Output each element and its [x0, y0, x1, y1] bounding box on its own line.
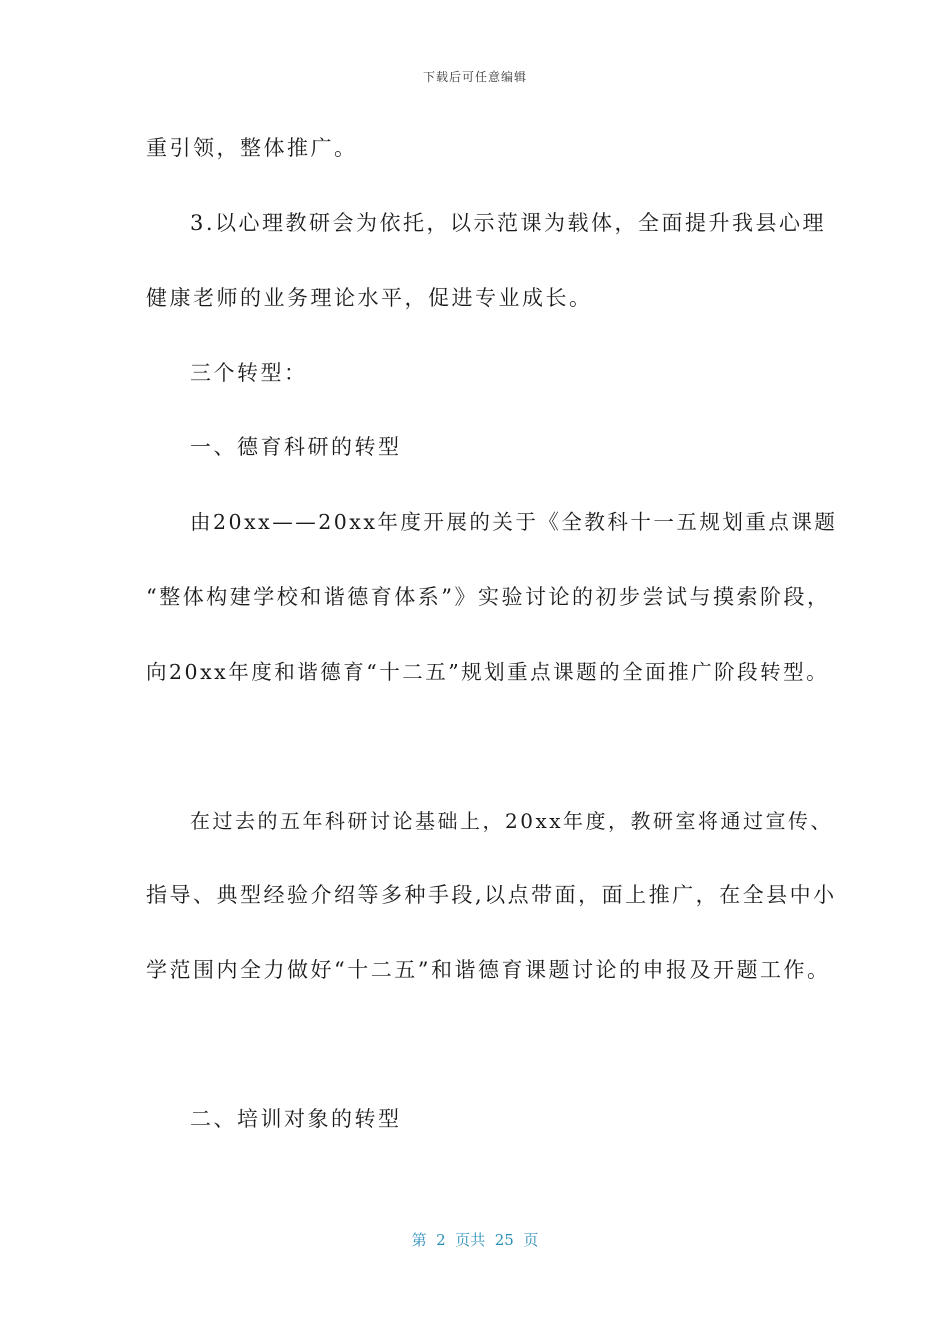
- paragraph-line: 在过去的五年科研讨论基础上，20xx年度，教研室将通过宣传、: [190, 809, 834, 833]
- paragraph-line: 向20xx年度和谐德育“十二五”规划重点课题的全面推广阶段转型。: [146, 660, 830, 684]
- section-heading: 三个转型：: [190, 361, 308, 385]
- page-number-footer: 第 2 页共 25 页: [411, 1231, 539, 1249]
- paragraph-line: 由20xx——20xx年度开展的关于《全教科十一五规划重点课题: [190, 510, 838, 534]
- paragraph-line: 指导、典型经验介绍等多种手段,以点带面，面上推广，在全县中小: [146, 883, 837, 907]
- paragraph-line: 学范围内全力做好“十二五”和谐德育课题讨论的申报及开题工作。: [146, 958, 831, 982]
- section-heading: 一、德育科研的转型: [190, 435, 402, 459]
- section-heading: 二、培训对象的转型: [190, 1107, 402, 1131]
- paragraph-line: 3.以心理教研会为依托，以示范课为载体，全面提升我县心理: [190, 211, 827, 235]
- header-note: 下载后可任意编辑: [422, 70, 527, 84]
- paragraph-line: 重引领，整体推广。: [146, 136, 358, 160]
- paragraph-line: 健康老师的业务理论水平，促进专业成长。: [146, 286, 593, 310]
- paragraph-line: “整体构建学校和谐德育体系”》实验讨论的初步尝试与摸索阶段，: [146, 585, 831, 609]
